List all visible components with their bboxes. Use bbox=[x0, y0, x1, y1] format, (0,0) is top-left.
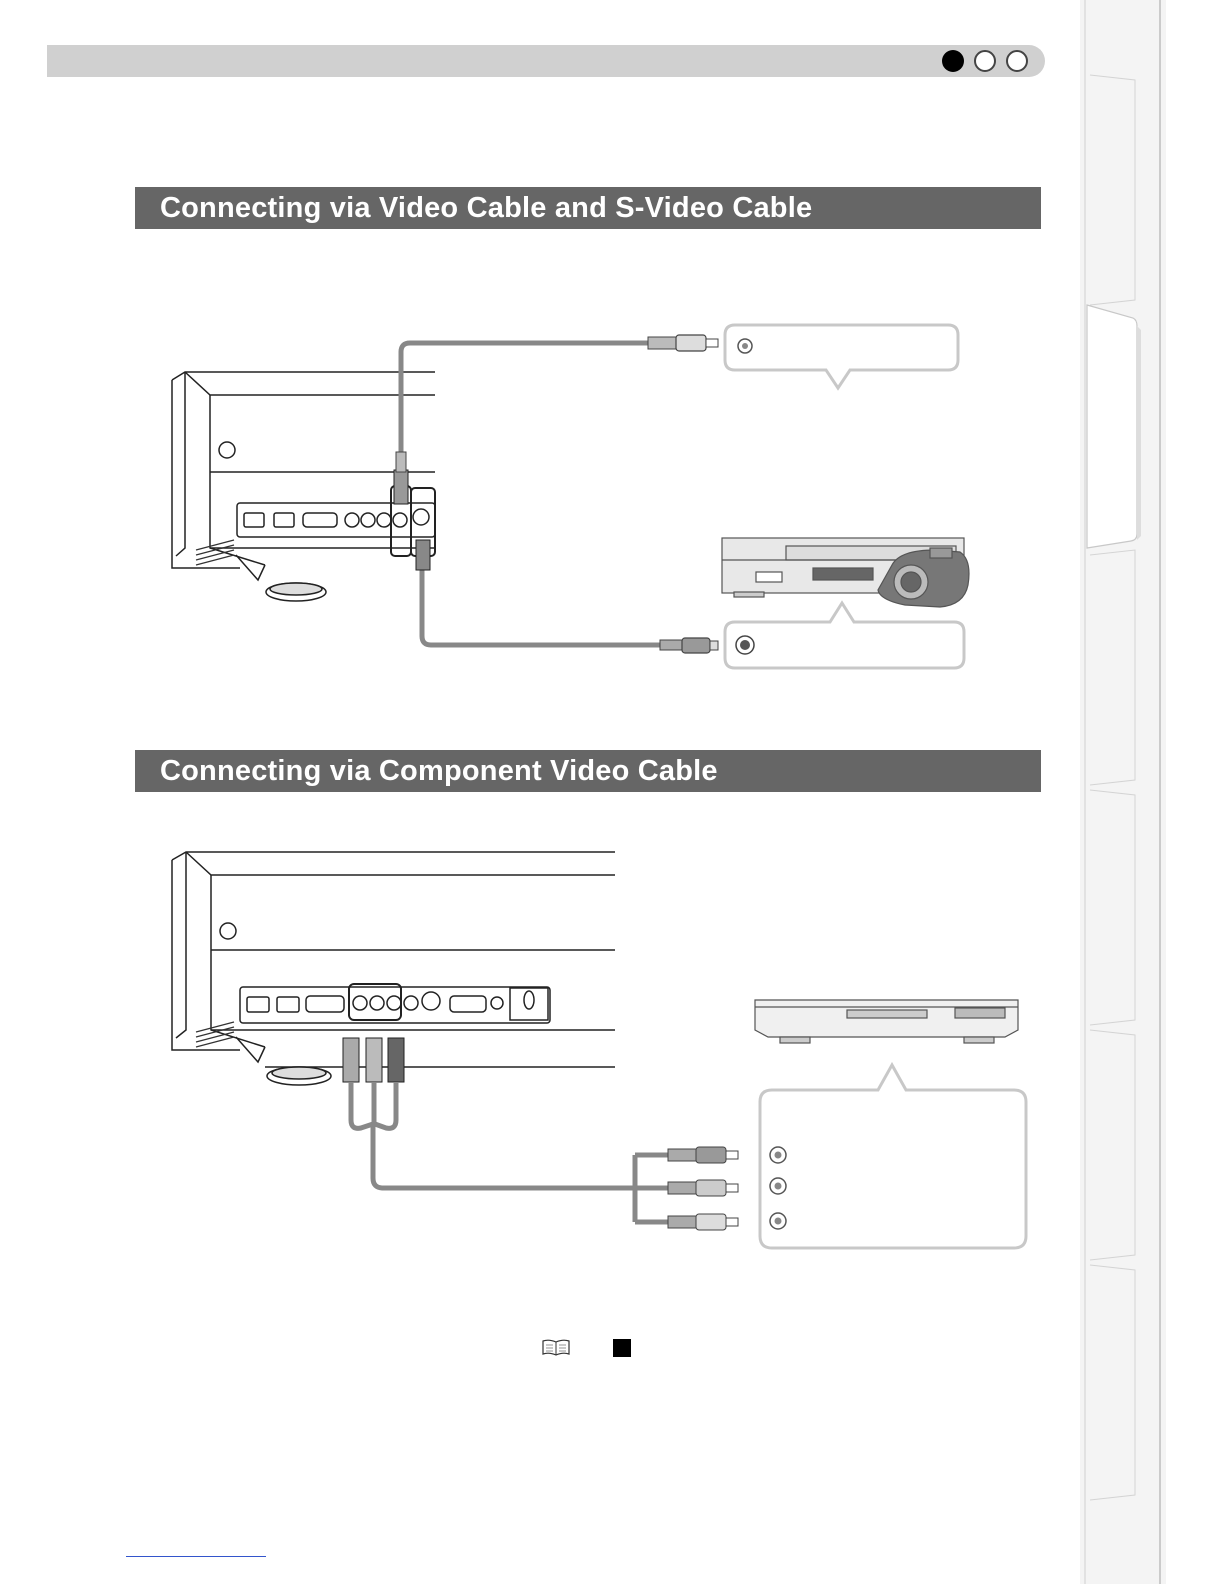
footer-link-underline[interactable] bbox=[126, 1556, 266, 1557]
video-output-callout bbox=[725, 325, 958, 388]
black-square-icon bbox=[613, 1339, 631, 1357]
dvd-player-illustration bbox=[755, 1000, 1018, 1043]
svideo-output-callout bbox=[725, 603, 964, 668]
video-svideo-diagram bbox=[0, 0, 1224, 760]
section-title: Connecting via Component Video Cable bbox=[135, 750, 1041, 792]
video-device-illustration bbox=[722, 538, 969, 607]
video-cable bbox=[394, 335, 718, 504]
component-video-diagram bbox=[0, 820, 1224, 1280]
section-title: Connecting via Video Cable and S-Video Cable bbox=[135, 187, 1041, 229]
book-icon bbox=[541, 1339, 571, 1357]
component-output-callout bbox=[760, 1065, 1026, 1248]
svideo-cable bbox=[416, 540, 718, 653]
